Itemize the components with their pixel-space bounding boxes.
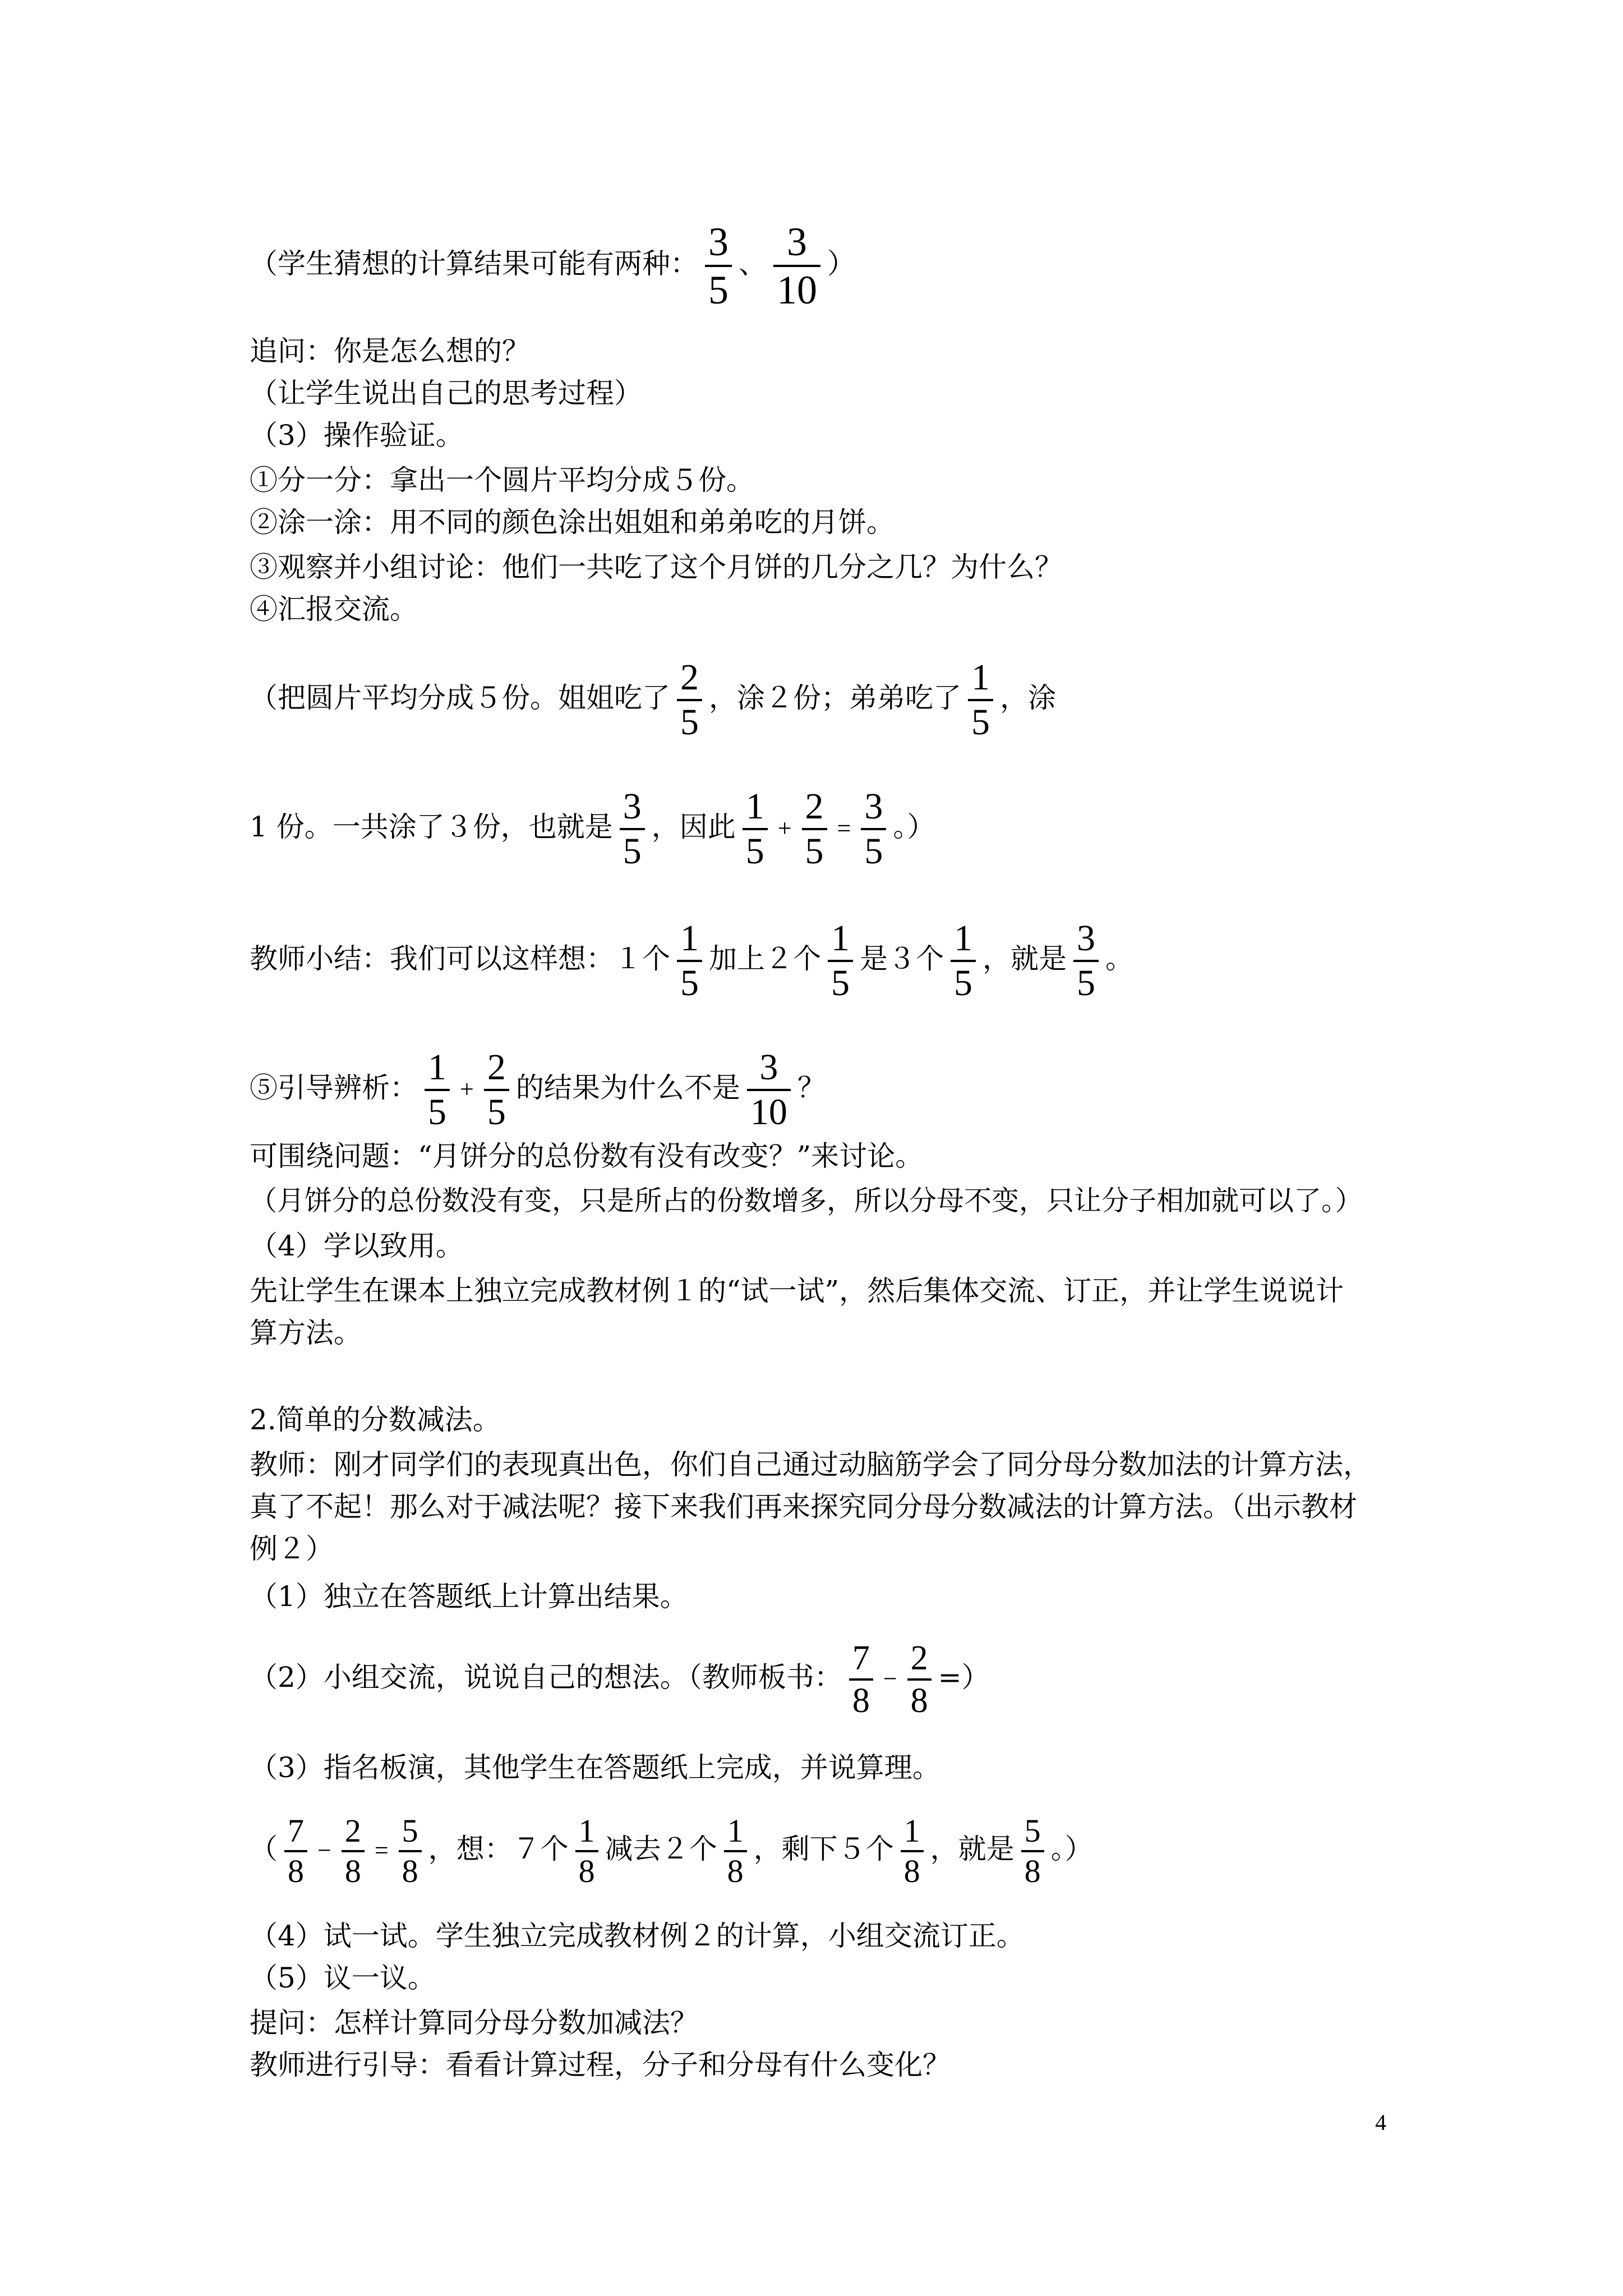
- paragraph: （1）独立在答题纸上计算出结果。: [250, 1580, 688, 1613]
- text: ？: [797, 1071, 826, 1104]
- section-heading: 2.简单的分数减法。: [250, 1404, 501, 1436]
- fraction-2-8: $\frac{2}{8}$: [342, 1815, 365, 1888]
- fraction-3-5: $\frac{3}{5}$: [620, 788, 645, 870]
- text: ，涂２份；弟弟吃了: [709, 682, 961, 714]
- fraction-5-8: $\frac{5}{8}$: [1021, 1815, 1044, 1888]
- fraction-7-8: $\frac{7}{8}$: [849, 1641, 873, 1718]
- paragraph: 追问：你是怎么想的？: [250, 335, 530, 367]
- fraction-1-5: $\frac{1}{5}$: [743, 788, 768, 870]
- paragraph: （4）试一试。学生独立完成教材例２的计算，小组交流订正。: [250, 1920, 1025, 1952]
- fraction-1-5: $\frac{1}{5}$: [968, 659, 993, 741]
- calculation-line: [250, 1812, 1093, 1889]
- text: 减去２个: [605, 1833, 717, 1865]
- fraction-3-10: $\frac{3}{10}$: [773, 222, 820, 310]
- text: （: [250, 1833, 278, 1865]
- text: 加上２个: [709, 942, 821, 975]
- text: （把圆片平均分成５份。姐姐吃了: [250, 682, 670, 714]
- fraction-1-5: $\frac{1}{5}$: [425, 1049, 450, 1131]
- paragraph: （4）学以致用。: [250, 1230, 464, 1262]
- text: 1 份。一共涂了３份，也就是: [250, 811, 613, 843]
- text: 教师小结：我们可以这样想：１个: [250, 942, 670, 975]
- paragraph: （5）议一议。: [250, 1962, 436, 1994]
- paragraph: ④汇报交流。: [250, 593, 418, 625]
- text: ，就是: [930, 1833, 1015, 1865]
- fraction-5-8: $\frac{5}{8}$: [399, 1815, 422, 1888]
- paragraph: 真了不起！那么对于减法呢？接下来我们再来探究同分母分数减法的计算方法。（出示教材: [250, 1490, 1357, 1523]
- fraction-2-5: $\frac{2}{5}$: [484, 1049, 509, 1131]
- text: （学生猜想的计算结果可能有两种：: [250, 247, 698, 280]
- fraction-2-5: $\frac{2}{5}$: [677, 659, 702, 741]
- fraction-3-5: $\frac{3}{5}$: [1073, 920, 1099, 1002]
- paragraph: 算方法。: [250, 1317, 362, 1349]
- fraction-3-5: $\frac{3}{5}$: [705, 222, 732, 310]
- fraction-1-8: $\frac{1}{8}$: [575, 1815, 598, 1888]
- minus-sign: −: [317, 1837, 331, 1864]
- paragraph: 教师进行引导：看看计算过程，分子和分母有什么变化？: [250, 2049, 951, 2081]
- guess-line: [250, 219, 855, 312]
- paragraph: （让学生说出自己的思考过程）: [250, 377, 642, 409]
- paragraph: （3）操作验证。: [250, 419, 464, 452]
- fraction-3-10: $\frac{3}{10}$: [747, 1049, 791, 1131]
- paragraph: ①分一分：拿出一个圆片平均分成５份。: [250, 464, 754, 496]
- group-exchange-line: [250, 1641, 990, 1718]
- fraction-1-5: $\frac{1}{5}$: [677, 920, 702, 1002]
- paragraph: ③观察并小组讨论：他们一共吃了这个月饼的几分之几？为什么？: [250, 551, 1063, 583]
- paragraph: 教师：刚才同学们的表现真出色，你们自己通过动脑筋学会了同分母分数加法的计算方法，: [250, 1448, 1371, 1481]
- text: 。）: [1050, 1833, 1093, 1865]
- analysis-line: [250, 1049, 826, 1131]
- text: ，就是: [983, 942, 1067, 975]
- report-line-2: [250, 788, 935, 870]
- paragraph: 提问：怎样计算同分母分数加减法？: [250, 2007, 698, 2039]
- paragraph: （月饼分的总份数没有变，只是所占的份数增多，所以分母不变，只让分子相加就可以了。）: [250, 1185, 1363, 1217]
- plus-sign: +: [460, 1075, 474, 1103]
- fraction-3-5: $\frac{3}{5}$: [861, 788, 886, 870]
- text: 是３个: [860, 942, 944, 975]
- text: 的结果为什么不是: [515, 1071, 740, 1104]
- paragraph: 先让学生在课本上独立完成教材例１的“试一试”，然后集体交流、订正，并让学生说说计: [250, 1274, 1344, 1307]
- paragraph: 可围绕问题：“月饼分的总份数有没有改变？”来讨论。: [250, 1140, 924, 1172]
- fraction-2-5: $\frac{2}{5}$: [802, 788, 827, 870]
- text: 。）: [893, 811, 935, 843]
- minus-sign: −: [883, 1665, 897, 1692]
- text: ）: [827, 247, 855, 280]
- report-line-1: [250, 659, 1056, 741]
- text: （2）小组交流，说说自己的想法。（教师板书：: [250, 1661, 842, 1694]
- text: ，想：７个: [428, 1833, 569, 1865]
- text: ，涂: [1000, 682, 1056, 714]
- paragraph: ②涂一涂：用不同的颜色涂出姐姐和弟弟吃的月饼。: [250, 506, 895, 539]
- paragraph: （3）指名板演，其他学生在答题纸上完成，并说算理。: [250, 1751, 940, 1784]
- fraction-2-8: $\frac{2}{8}$: [907, 1641, 932, 1718]
- teacher-summary: [250, 920, 1133, 1002]
- fraction-1-8: $\frac{1}{8}$: [901, 1815, 924, 1888]
- equals-sign: =: [374, 1837, 389, 1864]
- text: 。: [1105, 942, 1133, 975]
- fraction-1-5: $\frac{1}{5}$: [828, 920, 853, 1002]
- text: ，剩下５个: [753, 1833, 894, 1865]
- separator: 、: [739, 247, 767, 280]
- fraction-1-5: $\frac{1}{5}$: [951, 920, 976, 1002]
- fraction-1-8: $\frac{1}{8}$: [724, 1815, 747, 1888]
- text: ，因此: [651, 811, 736, 843]
- fraction-7-8: $\frac{7}{8}$: [284, 1815, 307, 1888]
- text: ⑤引导辨析：: [250, 1071, 418, 1104]
- text: =）: [938, 1661, 990, 1694]
- page-number: 4: [1375, 2110, 1386, 2135]
- paragraph: 例２）: [250, 1533, 334, 1565]
- plus-sign: +: [777, 815, 792, 842]
- equals-sign: =: [837, 815, 851, 842]
